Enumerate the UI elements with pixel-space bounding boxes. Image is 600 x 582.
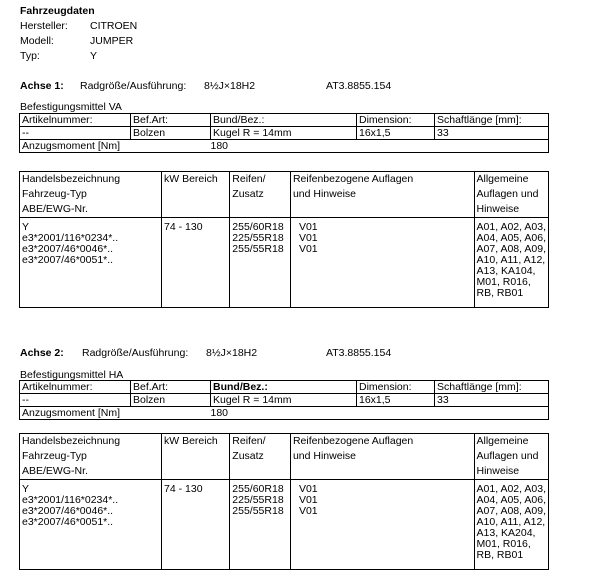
condition-line: A01, A02, A03,: [476, 221, 546, 233]
header-dimension: Dimension:: [357, 381, 435, 394]
value-collar: Kugel R = 14mm: [211, 127, 357, 140]
header-line: Reifenbezogene Auflagen: [292, 173, 414, 185]
header-line: Fahrzeug-Typ: [22, 188, 87, 200]
kw-range: 74 - 130: [164, 483, 203, 495]
cell-trade-name: [20, 218, 162, 308]
header-line: kW Bereich: [164, 173, 218, 185]
header-line: Allgemeine: [476, 173, 529, 185]
header-dimension: Dimension:: [357, 114, 435, 127]
kw-range: 74 - 130: [164, 221, 203, 233]
header-fastener-type: Bef.Art:: [131, 114, 211, 127]
axle-1-title: Achse 1:: [20, 80, 64, 92]
header-line: Fahrzeug-Typ: [22, 450, 87, 462]
header-shaft-length: Schaftlänge [mm]:: [435, 381, 549, 394]
type-line: Y: [22, 483, 30, 495]
axle-2-approval-table: [19, 433, 549, 570]
condition-line: A04, A05, A06,: [476, 494, 546, 506]
value-dimension: 16x1,5: [357, 394, 435, 407]
header-fastener-type: Bef.Art:: [131, 381, 211, 394]
cell-tyres: [230, 480, 291, 570]
condition-line: A13, KA204,: [476, 527, 536, 539]
header-line: ABE/EWG-Nr.: [22, 203, 88, 215]
col-kw-header: [162, 172, 230, 218]
cell-tyre-conditions: [290, 480, 474, 570]
header-article-number: Artikelnummer:: [20, 114, 131, 127]
condition-line: A10, A11, A12,: [476, 254, 546, 266]
col-tyre-header: [230, 434, 291, 480]
header-line: Reifenbezogene Auflagen: [292, 435, 414, 447]
tyre-condition: V01: [298, 221, 318, 233]
axle-1-fastener-title: Befestigungsmittel VA: [20, 101, 122, 113]
value-dimension: 16x1,5: [357, 127, 435, 140]
condition-line: A01, A02, A03,: [476, 483, 546, 495]
header-line: Reifen/: [232, 435, 266, 447]
axle-2-title: Achse 2:: [20, 347, 64, 359]
col-tyre-header: [230, 172, 291, 218]
header-line: Auflagen und: [476, 450, 539, 462]
axle-2-size-value: 8½J×18H2: [206, 347, 258, 359]
value-article-number: --: [20, 127, 131, 140]
header-shaft-length: Schaftlänge [mm]:: [435, 114, 549, 127]
cell-trade-name: [20, 480, 162, 570]
approval-number: e3*2001/116*0234*..: [22, 232, 119, 244]
torque-value: 180: [211, 140, 549, 153]
tyre-size: 255/55R18: [232, 505, 284, 517]
condition-line: RB, RB01: [476, 549, 524, 561]
col-general-conditions-header: [474, 434, 548, 480]
cell-kw-range: [162, 480, 230, 570]
value-fastener-type: Bolzen: [131, 127, 211, 140]
axle-2-size-label: Radgröße/Ausführung:: [82, 347, 189, 359]
col-trade-name-header: [20, 172, 162, 218]
type-value: Y: [90, 50, 98, 62]
tyre-condition: V01: [298, 494, 318, 506]
axle-1-fastener-table: [19, 113, 549, 153]
header-line: Handelsbezeichnung: [22, 173, 121, 185]
axle-1-size-value: 8½J×18H2: [204, 80, 256, 92]
manufacturer-label: Hersteller:: [20, 20, 68, 32]
axle-2-fastener-title: Befestigungsmittel HA: [20, 369, 124, 381]
approval-number: e3*2007/46*0051*..: [22, 516, 114, 528]
approval-number: e3*2007/46*0046*..: [22, 505, 114, 517]
axle-1-code: AT3.8855.154: [326, 80, 392, 92]
header-line: und Hinweise: [292, 450, 356, 462]
cell-general-conditions: [474, 480, 548, 570]
value-shaft-length: 33: [435, 394, 549, 407]
col-trade-name-header: [20, 434, 162, 480]
condition-line: M01, R016,: [476, 538, 531, 550]
tyre-size: 225/55R18: [232, 494, 284, 506]
header-line: Reifen/: [232, 173, 266, 185]
approval-number: e3*2007/46*0051*..: [22, 254, 114, 266]
torque-label: Anzugsmoment [Nm]: [20, 407, 211, 420]
cell-tyre-conditions: [290, 218, 474, 308]
type-label: Typ:: [20, 50, 40, 62]
condition-line: A04, A05, A06,: [476, 232, 546, 244]
condition-line: M01, R016,: [476, 276, 531, 288]
approval-number: e3*2007/46*0046*..: [22, 243, 114, 255]
axle-2-fastener-table: [19, 380, 549, 420]
approval-number: e3*2001/116*0234*..: [22, 494, 119, 506]
col-tyre-conditions-header: [290, 172, 474, 218]
condition-line: A07, A08, A09,: [476, 505, 546, 517]
torque-value: 180: [211, 407, 549, 420]
header-article-number: Artikelnummer:: [20, 381, 131, 394]
header-line: kW Bereich: [164, 435, 218, 447]
type-line: Y: [22, 221, 30, 233]
header-line: Hinweise: [476, 465, 520, 477]
axle-1-size-label: Radgröße/Ausführung:: [80, 80, 187, 92]
condition-line: RB, RB01: [476, 287, 524, 299]
header-line: und Hinweise: [292, 188, 356, 200]
header-line: Zusatz: [232, 450, 264, 462]
model-label: Modell:: [20, 35, 54, 47]
header-line: Auflagen und: [476, 188, 539, 200]
tyre-size: 225/55R18: [232, 232, 284, 244]
col-kw-header: [162, 434, 230, 480]
cell-general-conditions: [474, 218, 548, 308]
tyre-condition: V01: [298, 505, 318, 517]
model-value: JUMPER: [90, 35, 134, 47]
tyre-condition: V01: [298, 483, 318, 495]
value-collar: Kugel R = 14mm: [211, 394, 357, 407]
header-line: Allgemeine: [476, 435, 529, 447]
cell-kw-range: [162, 218, 230, 308]
condition-line: A07, A08, A09,: [476, 243, 546, 255]
tyre-size: 255/60R18: [232, 221, 284, 233]
condition-line: A13, KA104,: [476, 265, 536, 277]
header-collar: Bund/Bez.:: [211, 114, 357, 127]
tyre-condition: V01: [298, 232, 318, 244]
axle-1-approval-table: [19, 171, 549, 308]
header-line: Hinweise: [476, 203, 520, 215]
value-article-number: --: [20, 394, 131, 407]
header-collar: Bund/Bez.:: [211, 381, 357, 394]
vehicle-data-title: Fahrzeugdaten: [20, 5, 95, 17]
manufacturer-value: CITROEN: [90, 20, 138, 32]
condition-line: A10, A11, A12,: [476, 516, 546, 528]
header-line: ABE/EWG-Nr.: [22, 465, 88, 477]
torque-label: Anzugsmoment [Nm]: [20, 140, 211, 153]
value-fastener-type: Bolzen: [131, 394, 211, 407]
header-line: Handelsbezeichnung: [22, 435, 121, 447]
tyre-size: 255/55R18: [232, 243, 284, 255]
col-general-conditions-header: [474, 172, 548, 218]
col-tyre-conditions-header: [290, 434, 474, 480]
tyre-condition: V01: [298, 243, 318, 255]
value-shaft-length: 33: [435, 127, 549, 140]
header-line: Zusatz: [232, 188, 264, 200]
tyre-size: 255/60R18: [232, 483, 284, 495]
axle-2-code: AT3.8855.154: [326, 347, 392, 359]
cell-tyres: [230, 218, 291, 308]
